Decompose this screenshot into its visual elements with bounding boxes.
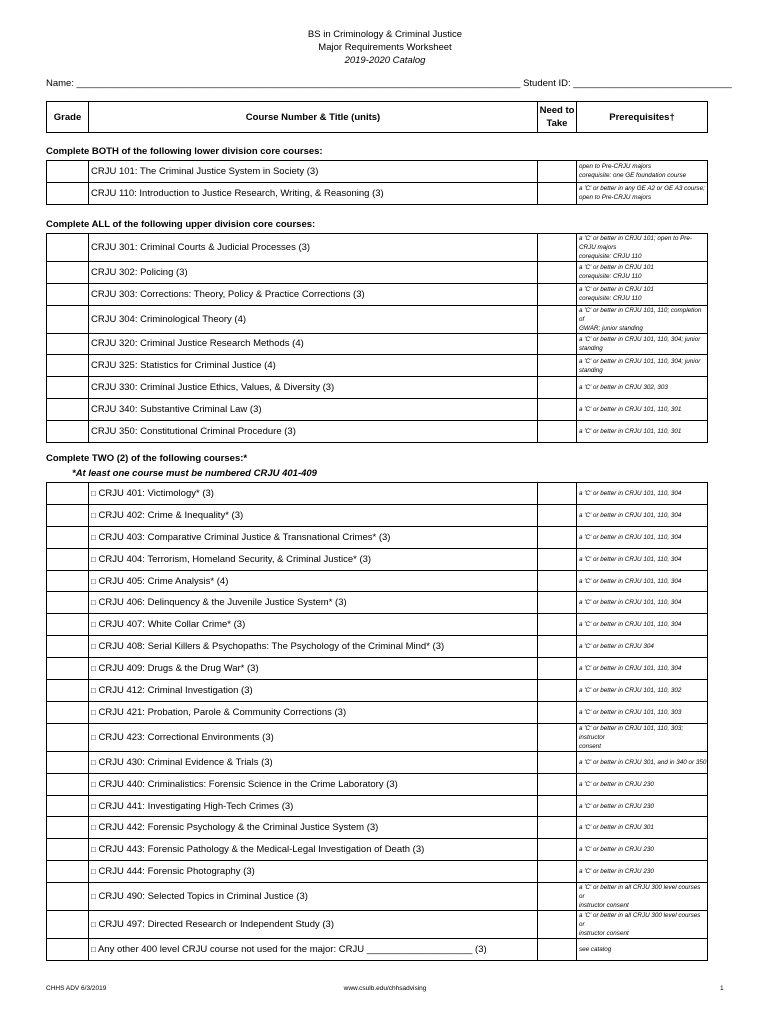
course-title: CRJU 404: Terrorism, Homeland Security, & Criminal Justice* (3) <box>98 553 372 565</box>
checkbox-icon[interactable]: □ <box>91 576 96 586</box>
course-title: CRJU 423: Correctional Environments (3) <box>98 731 274 743</box>
grade-cell[interactable] <box>47 262 89 284</box>
course-row <box>47 658 708 680</box>
course-title: CRJU 401: Victimology* (3) <box>98 487 214 499</box>
need-to-take-cell[interactable] <box>538 911 577 939</box>
upper-division-table <box>46 233 708 443</box>
grade-cell[interactable] <box>47 234 89 262</box>
prerequisite-cell <box>577 526 708 548</box>
course-title: CRJU 497: Directed Research or Independent Study (3) <box>98 919 334 931</box>
grade-cell[interactable] <box>47 483 89 505</box>
prerequisite-line: a 'C' or better in CRJU 101, 110, 303; instructor <box>579 724 684 741</box>
course-title-cell <box>89 636 538 658</box>
prerequisite-line: a 'C' or better in CRJU 101, 110, 304 <box>579 577 682 585</box>
course-title-cell <box>89 723 538 751</box>
grade-cell[interactable] <box>47 883 89 911</box>
prerequisite-line: corequisite: one GE foundation course <box>579 172 687 180</box>
need-to-take-cell[interactable] <box>538 182 577 204</box>
grade-cell[interactable] <box>47 570 89 592</box>
prerequisite-line: a 'C' or better in CRJU 101, 110, 304 <box>579 555 682 563</box>
course-row <box>47 939 708 961</box>
prerequisite-cell <box>577 883 708 911</box>
prerequisite-line: corequisite: CRJU 110 <box>579 295 642 303</box>
prerequisite-line: instructor consent <box>579 902 629 910</box>
prerequisite-cell <box>577 234 708 262</box>
prerequisite-line: a 'C' or better in CRJU 101, 110, 304 <box>579 665 682 673</box>
need-to-take-cell[interactable] <box>538 161 577 183</box>
grade-cell[interactable] <box>47 911 89 939</box>
student-id-label: Student ID: <box>523 78 571 89</box>
need-to-take-cell[interactable] <box>538 377 577 399</box>
course-title: CRJU 350: Constitutional Criminal Procedure (3) <box>91 425 296 437</box>
grade-cell[interactable] <box>47 592 89 614</box>
checkbox-icon[interactable]: □ <box>91 892 96 902</box>
prerequisite-line: a 'C' or better in CRJU 230 <box>579 802 654 810</box>
course-row <box>47 333 708 355</box>
grade-cell[interactable] <box>47 751 89 773</box>
prerequisite-line: a 'C' or better in any GE A2 or GE A3 course; <box>579 185 705 193</box>
footer-page-number: 1 <box>720 985 724 992</box>
need-to-take-cell[interactable] <box>538 817 577 839</box>
course-row <box>47 817 708 839</box>
course-title-cell <box>89 939 538 961</box>
course-title: CRJU 440: Criminalistics: Forensic Science in the Crime Laboratory (3) <box>98 778 398 790</box>
course-title: CRJU 101: The Criminal Justice System in Society (3) <box>91 165 319 177</box>
course-row <box>47 911 708 939</box>
prerequisite-line: a 'C' or better in CRJU 101, 110, 304 <box>579 533 682 541</box>
course-title-cell <box>89 182 538 204</box>
prerequisite-line: a 'C' or better in CRJU 304 <box>579 643 654 651</box>
prerequisite-cell <box>577 773 708 795</box>
need-to-take-cell[interactable] <box>538 333 577 355</box>
grade-cell[interactable] <box>47 723 89 751</box>
course-title: CRJU 430: Criminal Evidence & Trials (3) <box>98 756 273 768</box>
course-title-cell <box>89 839 538 861</box>
prerequisite-cell <box>577 751 708 773</box>
grade-cell[interactable] <box>47 548 89 570</box>
course-title: CRJU 302: Policing (3) <box>91 266 188 278</box>
need-to-take-cell[interactable] <box>538 680 577 702</box>
course-title: CRJU 421: Probation, Parole & Community Corrections (3) <box>98 706 347 718</box>
course-title-cell <box>89 614 538 636</box>
course-title: CRJU 441: Investigating High-Tech Crimes (3) <box>98 800 294 812</box>
prerequisite-line: a 'C' or better in all CRJU 300 level courses or <box>579 912 701 929</box>
checkbox-icon[interactable]: □ <box>91 801 96 811</box>
need-to-take-cell[interactable] <box>538 773 577 795</box>
course-row <box>47 234 708 262</box>
need-to-take-header <box>538 102 577 133</box>
prerequisite-line: a 'C' or better in CRJU 101, 110, 304 <box>579 489 682 497</box>
course-row <box>47 570 708 592</box>
prerequisite-cell <box>577 701 708 723</box>
checkbox-icon[interactable]: □ <box>91 620 96 630</box>
prerequisite-line: a 'C' or better in CRJU 101 <box>579 264 654 272</box>
course-row <box>47 262 708 284</box>
course-title-cell <box>89 773 538 795</box>
grade-cell[interactable] <box>47 680 89 702</box>
need-to-take-cell[interactable] <box>538 420 577 442</box>
name-label: Name: <box>46 78 74 89</box>
course-row <box>47 420 708 442</box>
prerequisite-cell <box>577 420 708 442</box>
checkbox-icon[interactable]: □ <box>91 510 96 520</box>
prerequisite-line: GWAR; junior standing <box>579 324 643 332</box>
prerequisite-cell <box>577 333 708 355</box>
grade-cell[interactable] <box>47 658 89 680</box>
course-row <box>47 773 708 795</box>
student-id-field[interactable]: ______________________________ <box>573 78 732 89</box>
grade-cell[interactable] <box>47 377 89 399</box>
course-header: Course Number & Title (units) <box>89 102 538 133</box>
grade-cell[interactable] <box>47 701 89 723</box>
page-header <box>0 28 770 67</box>
course-title: CRJU 330: Criminal Justice Ethics, Values, & Diversity (3) <box>91 382 335 394</box>
course-title: CRJU 443: Forensic Pathology & the Medical-Legal Investigation of Death (3) <box>98 844 425 856</box>
course-title-cell <box>89 680 538 702</box>
checkbox-icon[interactable]: □ <box>91 642 96 652</box>
prerequisite-line: instructor consent <box>579 930 629 938</box>
prerequisite-line: a 'C' or better in CRJU 101 <box>579 286 654 294</box>
grade-cell[interactable] <box>47 526 89 548</box>
course-title-cell <box>89 817 538 839</box>
prerequisite-cell <box>577 723 708 751</box>
prerequisite-cell <box>577 548 708 570</box>
prerequisite-cell <box>577 355 708 377</box>
course-title: CRJU 403: Comparative Criminal Justice & Transnational Crimes* (3) <box>98 531 391 543</box>
grade-cell[interactable] <box>47 861 89 883</box>
prerequisite-cell <box>577 636 708 658</box>
grade-cell[interactable] <box>47 398 89 420</box>
checkbox-icon[interactable]: □ <box>91 598 96 608</box>
checkbox-icon[interactable]: □ <box>91 920 96 930</box>
course-title-cell <box>89 483 538 505</box>
course-row <box>47 161 708 183</box>
need-to-take-cell[interactable] <box>538 939 577 961</box>
course-title-cell <box>89 377 538 399</box>
prerequisite-cell <box>577 161 708 183</box>
worksheet-title: Major Requirements Worksheet <box>318 42 452 53</box>
prerequisite-line: a 'C' or better in CRJU 230 <box>579 846 654 854</box>
footer-left: CHHS ADV 6/3/2019 <box>46 985 107 992</box>
need-to-take-cell[interactable] <box>538 526 577 548</box>
prerequisite-cell <box>577 939 708 961</box>
grade-cell[interactable] <box>47 636 89 658</box>
grade-cell[interactable] <box>47 773 89 795</box>
program-title: BS in Criminology & Criminal Justice <box>307 29 463 40</box>
prerequisite-line: a 'C' or better in CRJU 101, 110, 302 <box>579 686 682 694</box>
prerequisite-line: a 'C' or better in CRJU 230 <box>579 780 654 788</box>
prerequisite-cell <box>577 305 708 333</box>
course-title-cell <box>89 234 538 262</box>
prerequisite-cell <box>577 614 708 636</box>
course-title: CRJU 405: Crime Analysis* (4) <box>98 575 229 587</box>
grade-cell[interactable] <box>47 795 89 817</box>
course-title: CRJU 303: Corrections: Theory, Policy & Practice Corrections (3) <box>91 288 365 300</box>
prerequisite-line: a 'C' or better in CRJU 101, 110, 304; junior standing <box>579 335 701 352</box>
grade-cell[interactable] <box>47 817 89 839</box>
course-row <box>47 751 708 773</box>
prerequisite-line: a 'C' or better in CRJU 301, and in 340 or 350 <box>579 758 707 766</box>
course-title: CRJU 406: Delinquency & the Juvenile Justice System* (3) <box>98 597 347 609</box>
checkbox-icon[interactable]: □ <box>91 685 96 695</box>
course-title: CRJU 325: Statistics for Criminal Justice (4) <box>91 360 276 372</box>
checkbox-icon[interactable]: □ <box>91 779 96 789</box>
checkbox-icon[interactable]: □ <box>91 945 96 955</box>
prerequisite-cell <box>577 680 708 702</box>
prerequisite-line: see catalog <box>579 946 612 954</box>
course-row <box>47 398 708 420</box>
section1-title: Complete BOTH of the following lower division core courses: <box>46 146 323 157</box>
course-title: Any other 400 level CRJU course not used for the major: CRJU ____________________ (3) <box>97 944 487 956</box>
checkbox-icon[interactable]: □ <box>91 664 96 674</box>
elective-table <box>46 482 708 961</box>
course-title-cell <box>89 355 538 377</box>
course-row <box>47 483 708 505</box>
course-title: CRJU 412: Criminal Investigation (3) <box>98 684 253 696</box>
course-row <box>47 355 708 377</box>
need-to-take-cell[interactable] <box>538 504 577 526</box>
prerequisite-line: a 'C' or better in CRJU 230 <box>579 868 654 876</box>
course-row <box>47 504 708 526</box>
grade-cell[interactable] <box>47 305 89 333</box>
course-title-cell <box>89 861 538 883</box>
course-title-cell <box>89 658 538 680</box>
need-to-take-cell[interactable] <box>538 701 577 723</box>
grade-cell[interactable] <box>47 420 89 442</box>
course-title: CRJU 301: Criminal Courts & Judicial Processes (3) <box>91 242 311 253</box>
prerequisite-line: a 'C' or better in CRJU 101; open to Pre-CRJU majors <box>579 235 693 251</box>
need-to-take-cell[interactable] <box>538 658 577 680</box>
grade-cell[interactable] <box>47 939 89 961</box>
course-row <box>47 548 708 570</box>
need-to-take-cell[interactable] <box>538 614 577 636</box>
course-row <box>47 701 708 723</box>
need-to-take-cell[interactable] <box>538 283 577 305</box>
course-title: CRJU 304: Criminological Theory (4) <box>91 313 247 325</box>
need-to-take-cell[interactable] <box>538 636 577 658</box>
course-title-cell <box>89 305 538 333</box>
course-title-cell <box>89 283 538 305</box>
course-row <box>47 283 708 305</box>
prerequisite-cell <box>577 911 708 939</box>
prerequisite-cell <box>577 377 708 399</box>
table-header <box>46 101 708 133</box>
prerequisite-cell <box>577 592 708 614</box>
course-title-cell <box>89 592 538 614</box>
course-title-cell <box>89 795 538 817</box>
need-to-take-cell[interactable] <box>538 262 577 284</box>
prerequisite-line: corequisite: CRJU 110 <box>579 253 642 260</box>
grade-cell[interactable] <box>47 333 89 355</box>
prerequisite-line: a 'C' or better in CRJU 101, 110, 304 <box>579 599 682 607</box>
course-title-cell <box>89 504 538 526</box>
course-title-cell <box>89 262 538 284</box>
prerequisite-line: a 'C' or better in CRJU 101, 110, 303 <box>579 708 682 716</box>
catalog-year: 2019-2020 Catalog <box>344 55 426 66</box>
prerequisite-cell <box>577 262 708 284</box>
lower-division-table <box>46 160 708 205</box>
checkbox-icon[interactable]: □ <box>91 757 96 767</box>
course-row <box>47 680 708 702</box>
prerequisite-line: a 'C' or better in all CRJU 300 level courses or <box>579 884 701 901</box>
need-to-take-cell[interactable] <box>538 883 577 911</box>
checkbox-icon[interactable]: □ <box>91 867 96 877</box>
course-row <box>47 182 708 204</box>
grade-cell[interactable] <box>47 161 89 183</box>
need-to-take-cell[interactable] <box>538 723 577 751</box>
section3-title: Complete TWO (2) of the following courses:* <box>46 453 248 464</box>
course-title: CRJU 340: Substantive Criminal Law (3) <box>91 403 262 415</box>
prerequisite-cell <box>577 861 708 883</box>
need-to-take-cell[interactable] <box>538 570 577 592</box>
course-title: CRJU 402: Crime & Inequality* (3) <box>98 509 244 521</box>
course-row <box>47 377 708 399</box>
checkbox-icon[interactable]: □ <box>91 707 96 717</box>
checkbox-icon[interactable]: □ <box>91 488 96 498</box>
course-title-cell <box>89 883 538 911</box>
course-title: CRJU 442: Forensic Psychology & the Criminal Justice System (3) <box>98 822 379 834</box>
course-title-cell <box>89 911 538 939</box>
prerequisite-cell <box>577 795 708 817</box>
prerequisite-line: a 'C' or better in CRJU 301 <box>579 824 654 832</box>
prerequisite-cell <box>577 283 708 305</box>
grade-cell[interactable] <box>47 504 89 526</box>
grade-header: Grade <box>47 102 89 133</box>
checkbox-icon[interactable]: □ <box>91 532 96 542</box>
section2-title: Complete ALL of the following upper division core courses: <box>46 219 316 230</box>
course-title-cell <box>89 420 538 442</box>
need-to-take-cell[interactable] <box>538 483 577 505</box>
grade-cell[interactable] <box>47 839 89 861</box>
grade-cell[interactable] <box>47 283 89 305</box>
course-row <box>47 636 708 658</box>
need-to-take-cell[interactable] <box>538 839 577 861</box>
course-row <box>47 526 708 548</box>
checkbox-icon[interactable]: □ <box>91 845 96 855</box>
course-row <box>47 614 708 636</box>
prerequisite-line: a 'C' or better in CRJU 101, 110, 301 <box>579 405 682 413</box>
name-bar <box>46 78 732 89</box>
need-to-take-cell[interactable] <box>538 398 577 420</box>
grade-cell[interactable] <box>47 614 89 636</box>
footer-center: www.csulb.edu/chhsadvising <box>343 985 427 992</box>
course-title-cell <box>89 701 538 723</box>
prerequisite-cell <box>577 570 708 592</box>
need-to-take-cell[interactable] <box>538 751 577 773</box>
course-row <box>47 592 708 614</box>
prerequisites-header: Prerequisites† <box>577 102 708 133</box>
course-title-cell <box>89 333 538 355</box>
course-title-cell <box>89 548 538 570</box>
prerequisite-cell <box>577 504 708 526</box>
prerequisite-cell <box>577 398 708 420</box>
prerequisite-line: a 'C' or better in CRJU 101, 110, 301 <box>579 427 682 435</box>
prerequisite-cell <box>577 839 708 861</box>
prerequisite-line: corequisite: CRJU 110 <box>579 273 642 281</box>
course-row <box>47 723 708 751</box>
prerequisite-line: consent <box>579 742 602 750</box>
prerequisite-cell <box>577 182 708 204</box>
course-title-cell <box>89 526 538 548</box>
course-row <box>47 861 708 883</box>
prerequisite-line: a 'C' or better in CRJU 101, 110, 304 <box>579 621 682 629</box>
course-title-cell <box>89 751 538 773</box>
prerequisite-line: a 'C' or better in CRJU 101, 110, 304; junior standing <box>579 357 701 374</box>
prerequisite-line: a 'C' or better in CRJU 101, 110; completion of <box>579 306 702 323</box>
prerequisite-line: a 'C' or better in CRJU 101, 110, 304 <box>579 511 682 519</box>
prerequisite-line: a 'C' or better in CRJU 302, 303 <box>579 384 668 392</box>
course-title: CRJU 444: Forensic Photography (3) <box>98 866 255 878</box>
checkbox-icon[interactable]: □ <box>91 823 96 833</box>
course-row <box>47 795 708 817</box>
prerequisite-cell <box>577 817 708 839</box>
need-to-take-cell[interactable] <box>538 305 577 333</box>
need-to-take-cell[interactable] <box>538 795 577 817</box>
need-to-take-cell[interactable] <box>538 355 577 377</box>
course-title: CRJU 407: White Collar Crime* (3) <box>98 619 246 631</box>
course-title: CRJU 409: Drugs & the Drug War* (3) <box>98 663 259 675</box>
course-title-cell <box>89 161 538 183</box>
checkbox-icon[interactable]: □ <box>91 554 96 564</box>
grade-cell[interactable] <box>47 355 89 377</box>
need-to-take-cell[interactable] <box>538 592 577 614</box>
course-row <box>47 883 708 911</box>
course-row <box>47 839 708 861</box>
section3-note: *At least one course must be numbered CRJU 401-409 <box>72 468 317 479</box>
prerequisite-cell <box>577 658 708 680</box>
course-title: CRJU 110: Introduction to Justice Research, Writing, & Reasoning (3) <box>91 187 384 199</box>
need-to-take-cell[interactable] <box>538 548 577 570</box>
need-header-line1: Need to <box>539 105 575 116</box>
need-to-take-cell[interactable] <box>538 861 577 883</box>
course-title: CRJU 408: Serial Killers & Psychopaths: The Psychology of the Criminal Mind* (3) <box>98 641 445 653</box>
prerequisite-line: open to Pre-CRJU majors <box>579 194 652 202</box>
prerequisite-cell <box>577 483 708 505</box>
name-field[interactable]: ____________________________________________________________________________________ <box>76 78 521 89</box>
course-title: CRJU 320: Criminal Justice Research Methods (4) <box>91 338 304 350</box>
grade-cell[interactable] <box>47 182 89 204</box>
need-to-take-cell[interactable] <box>538 234 577 262</box>
need-header-line2: Take <box>546 118 568 129</box>
course-title-cell <box>89 398 538 420</box>
course-row <box>47 305 708 333</box>
course-title-cell <box>89 570 538 592</box>
course-title: CRJU 490: Selected Topics in Criminal Justice (3) <box>98 891 308 903</box>
checkbox-icon[interactable]: □ <box>91 732 96 742</box>
prerequisite-line: open to Pre-CRJU majors <box>579 163 652 171</box>
